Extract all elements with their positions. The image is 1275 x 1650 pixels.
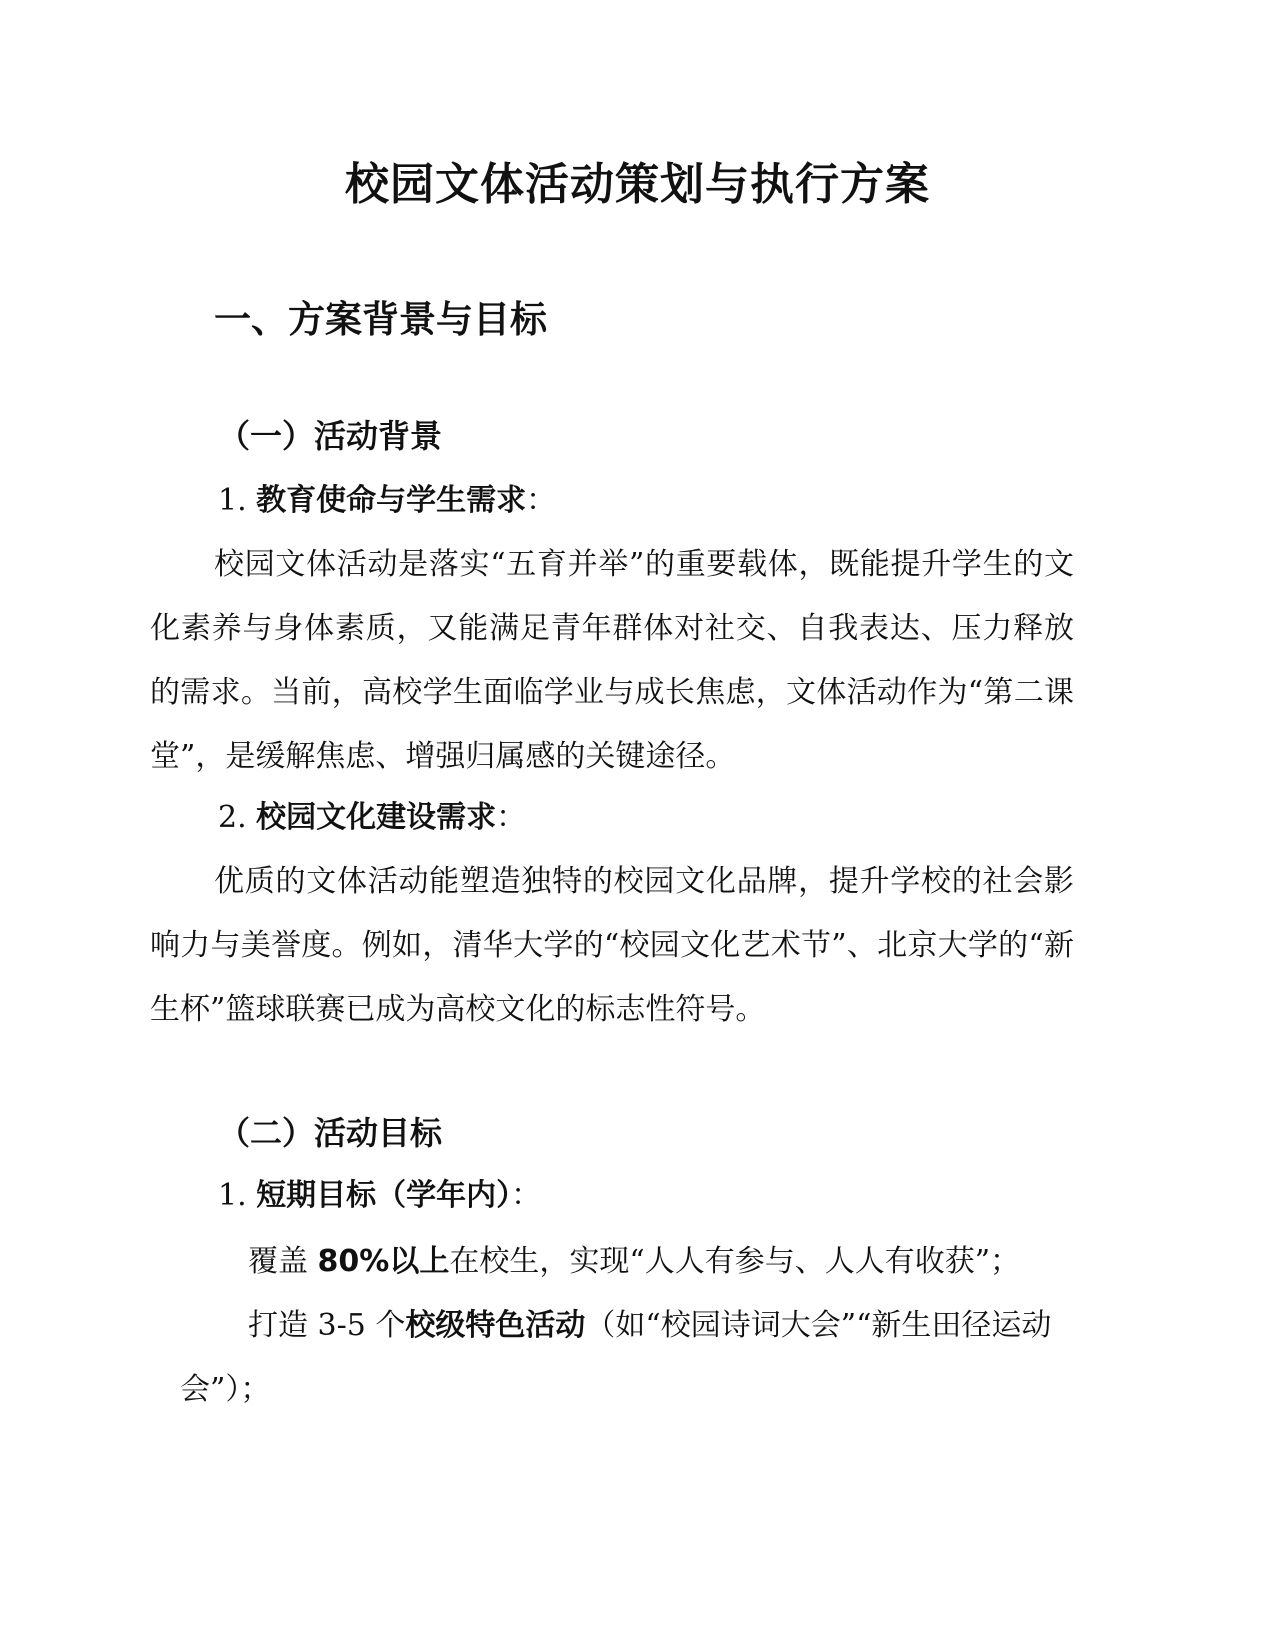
goal-coverage-line: [180, 1230, 1060, 1294]
goal-featured-highlight: 校级特色活动: [405, 1308, 586, 1343]
goal-featured-activities-line: [180, 1294, 1060, 1422]
section-heading-background-goals: 一、方案背景与目标: [214, 298, 547, 341]
item-label: 教育使命与学生需求: [256, 483, 527, 518]
item-heading-campus-culture: [218, 792, 526, 844]
item-colon: ：: [496, 800, 527, 835]
goal-featured-post: （如“校园诗词大会”“新生田径运动会”）；: [180, 1308, 1052, 1407]
goal-coverage-highlight: 80%以上: [317, 1244, 450, 1279]
goal-featured-pre: 打造 3-5 个: [248, 1308, 406, 1343]
item-heading-short-term-goals: [218, 1170, 541, 1222]
item-number: 1.: [218, 483, 247, 518]
goal-coverage-pre: 覆盖: [248, 1244, 318, 1279]
item-heading-education-mission: [218, 475, 556, 527]
item-number: 2.: [218, 800, 247, 835]
subsection-heading-goals: （二）活动目标: [218, 1114, 443, 1152]
item-label: 校园文化建设需求: [256, 800, 497, 835]
paragraph-education-mission: 校园文体活动是落实“五育并举”的重要载体，既能提升学生的文化素养与身体素质，又能满足青年群体对社交、自我表达、压力释放的需求。当前，高校学生面临学业与成长焦虑，文体活动作为“第二课堂”，是缓解焦虑、增强归属感的关键途径。: [150, 547, 1074, 774]
item-colon: ：: [526, 483, 557, 518]
item-label: 短期目标（学年内）: [256, 1178, 512, 1213]
goal-coverage-post: 在校生，实现“人人有参与、人人有收获”；: [449, 1244, 1021, 1279]
subsection-heading-background: （一）活动背景: [218, 417, 443, 455]
document-title: 校园文体活动策划与执行方案: [345, 159, 930, 210]
item-number: 1.: [218, 1178, 247, 1213]
paragraph-campus-culture: 优质的文体活动能塑造独特的校园文化品牌，提升学校的社会影响力与美誉度。例如，清华大学的“校园文化艺术节”、北京大学的“新生杯”篮球联赛已成为高校文化的标志性符号。: [150, 864, 1074, 1027]
item-colon: ：: [511, 1178, 542, 1213]
